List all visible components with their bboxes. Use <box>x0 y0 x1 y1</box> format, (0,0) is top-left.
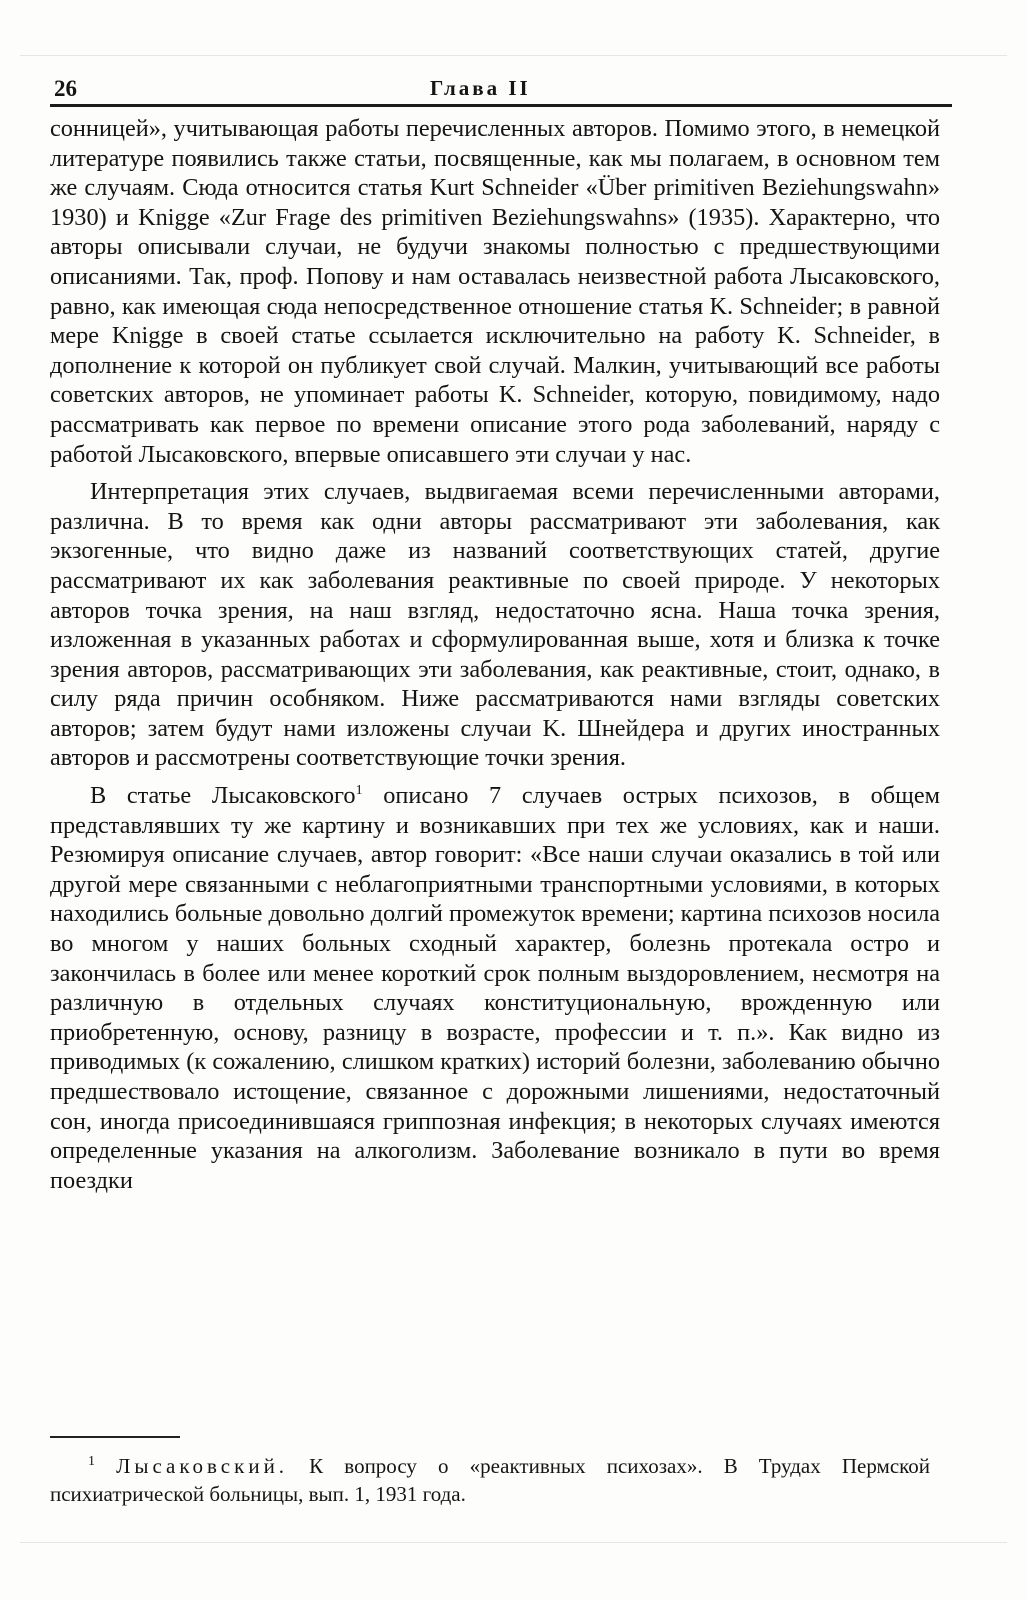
footnote <box>50 1452 930 1508</box>
scan-edge-bottom <box>20 1542 1007 1543</box>
body-text <box>50 114 940 1203</box>
footnote-rule <box>50 1436 180 1438</box>
paragraph-3 <box>50 781 940 1195</box>
paragraph-3-rest: описано 7 случаев острых психозов, в общем представлявших ту же картину и возникавших при тех же условиях, как и наши. Резюмируя описание случаев, автор говорит: «Все наши случаи оказались в той или другой мере связанными с неблагоприятными транспортными условиями, в которых находились больные довольно долгий промежуток времени; картина психозов носила во многом у наших больных сходный характер, болезнь протекала остро и закончилась в более или менее короткий срок полным выздоровлением, несмотря на различную в отдельных случаях конституциональную, врожденную или приобретенную, основу, разницу в возрасте, профессии и т. п.». Как видно из приводимых (к сожалению, слишком кратких) историй болезни, заболеванию обычно предшествовало истощение, связанное с дорожными лишениями, недостаточный сон, иногда присоединившаяся гриппозная инфекция; в некоторых случаях имеются определенные указания на алкоголизм. Заболевание возникало в пути во время поездки <box>50 782 940 1194</box>
scan-edge-top <box>20 55 1007 56</box>
paragraph-1: сонницей», учитывающая работы перечисленных авторов. Помимо этого, в немецкой литературе появились также статьи, посвященные, как мы полагаем, в основном тем же случаям. Сюда относится статья Kurt Schneider «Über primitiven Beziehungswahn» 1930) и Knigge «Zur Frage des primitiven Beziehungswahns» (1935). Характерно, что авторы описывали случаи, не будучи знакомы полностью с предшествующими описаниями. Так, проф. Попову и нам оставалась неизвестной работа Лысаковского, равно, как имеющая сюда непосредственное отношение статья K. Schneider; в равной мере Knigge в своей статье ссылается исключительно на работу K. Schneider, в дополнение к которой он публикует свой случай. Малкин, учитывающий все работы советских авторов, не упоминает работы K. Schneider, которую, повидимому, надо рассматривать как первое по времени описание этого рода заболеваний, наряду с работой Лысаковского, впервые описавшего эти случаи у нас. <box>50 115 940 468</box>
paragraph-2: Интерпретация этих случаев, выдвигаемая всеми перечисленными авторами, различна. В то время как одни авторы рассматривают эти заболевания, как экзогенные, что видно даже из названий соответствующих статей, другие рассматривают их как заболевания реактивные по своей природе. У некоторых авторов точка зрения, на наш взгляд, недостаточно ясна. Наша точка зрения, изложенная в указанных работах и сформулированная выше, хотя и близка к точке зрения авторов, рассматривающих эти заболевания, как реактивные, стоит, однако, в силу ряда причин особняком. Ниже рассматриваются нами взгляды советских авторов; затем будут нами изложены случаи K. Шнейдера и других иностранных авторов и рассмотрены соответствующие точки зрения. <box>50 478 940 772</box>
header-rule <box>50 104 952 107</box>
page-number: 26 <box>54 76 77 101</box>
footnote-reference: 1 <box>355 782 363 798</box>
footnote-author: Лысаковский. <box>116 1454 289 1478</box>
page-header <box>50 74 952 104</box>
footnote-mark: 1 <box>88 1454 95 1469</box>
footnote-text: К вопросу о «реактивных психозах». В Трудах Пермской психиатрической больницы, вып. 1, 1931 года. <box>50 1454 931 1506</box>
paragraph-3-start: В статье Лысаковского <box>90 782 356 810</box>
running-head: Глава II <box>430 76 531 100</box>
